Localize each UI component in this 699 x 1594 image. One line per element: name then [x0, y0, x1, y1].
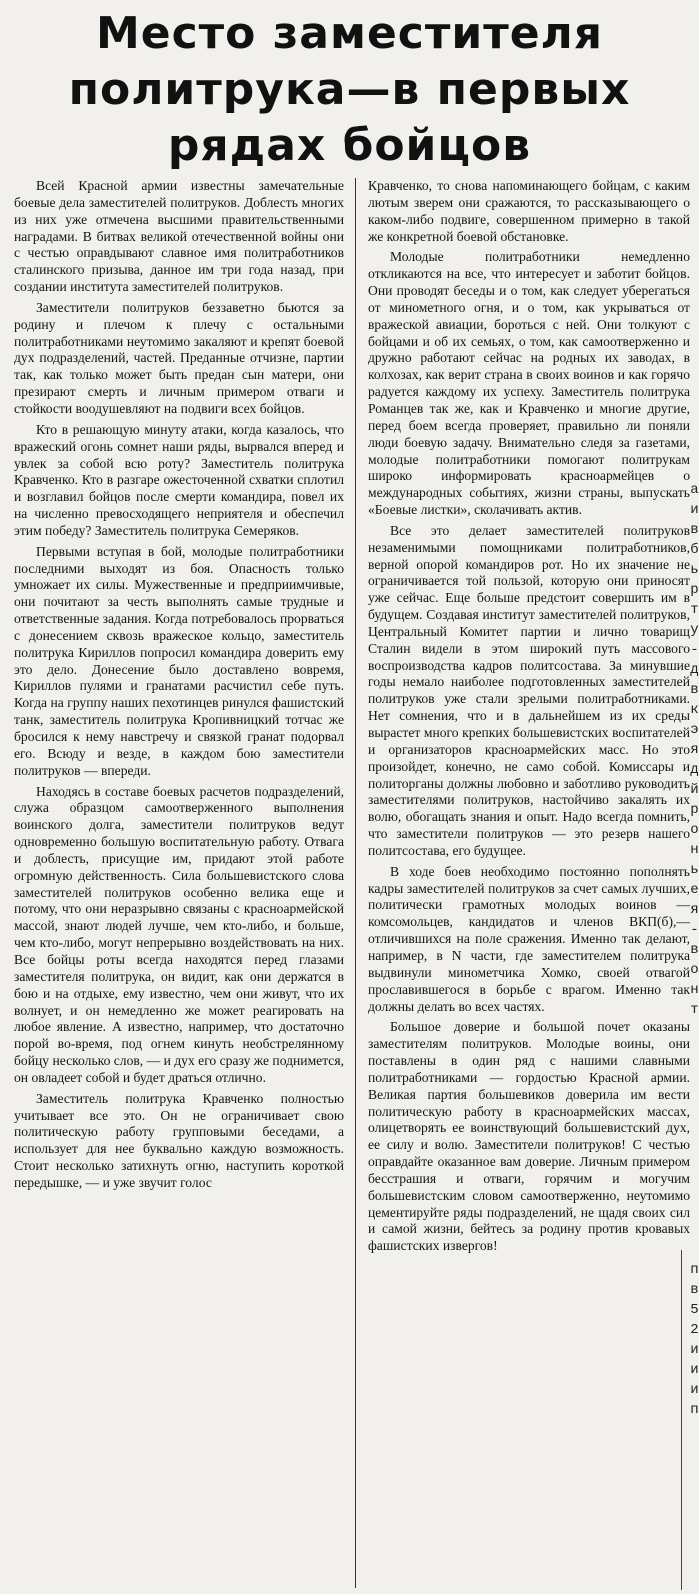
edge-fragment: и — [690, 1342, 699, 1358]
edge-fragment: р — [690, 582, 699, 598]
edge-fragment: - — [690, 642, 699, 658]
edge-fragment: к — [690, 702, 699, 718]
edge-fragment: и — [690, 1382, 699, 1398]
edge-fragment: я — [690, 902, 699, 918]
edge-fragment: п — [690, 1402, 699, 1418]
paragraph: Первыми вступая в бой, молодые политработники последними выходят из боя. Опасность только умножает их силы. Мужественные и предприимчивые, они почитают за честь выполнять самые трудные и ответственные задания. Когда потребовалось прорваться с донесением сквозь вражеское кольцо, заместитель политрука Кириллов попросил командира доверить ему это дело. Донесение было доставлено вовремя, Кириллов пулями и гранатами расчистил себе путь. Когда на группу наших пехотинцев ринулся фашистский танк, заместитель политрука Кропивницкий тотчас же бросился к нему навстречу и связкой гранат подорвал его. Всюду и везде, в каждом бою заместители политруков — впереди. — [14, 543, 344, 778]
edge-fragment: т — [690, 1002, 699, 1018]
edge-fragment: и — [690, 502, 699, 518]
paragraph: Кравченко, то снова напоминающего бойцам, с каким лютым зверем они сражаются, то рассказывающего о каком-либо подвиге, совершенном примерно в такой же конкретной боевой обстановке. — [368, 178, 690, 244]
edge-fragment: о — [690, 822, 699, 838]
edge-fragment: а — [690, 482, 699, 498]
edge-fragment: и — [690, 1362, 699, 1378]
headline-line-3: рядах бойцов — [167, 120, 532, 171]
paragraph: Заместитель политрука Кравченко полностью учитывает все это. Он не ограничивает свою политическую работу групповыми беседами, а использует для нее буквально каждую возможность. Стоит несколько затихнуть огню, наступить короткой передышке, — и уже звучит голос — [14, 1090, 344, 1190]
edge-fragment: 5 — [690, 1302, 699, 1318]
edge-fragment: е — [690, 882, 699, 898]
edge-fragment: н — [690, 842, 699, 858]
edge-fragments-upper — [690, 480, 699, 1020]
edge-fragments-lower — [690, 1260, 699, 1420]
paragraph: Кто в решающую минуту атаки, когда казалось, что вражеский огонь сомнет наши ряды, вырвался вперед и увлек за собой всю роту? Заместитель политрука Кравченко. Кто в разгаре ожесточенной схватки сплотил и возглавил бойцов после смерти командира, повел их на численно превосходящего неприятеля и обеспечил этим победу? Заместитель политрука Семеряков. — [14, 421, 344, 538]
edge-fragment: р — [690, 802, 699, 818]
edge-fragment: н — [690, 982, 699, 998]
edge-fragment: т — [690, 602, 699, 618]
headline — [0, 0, 699, 175]
paragraph: Большое доверие и большой почет оказаны заместителям политруков. Молодые воины, они поставлены в один ряд с нашими славными политработниками — гордостью Красной армии. Великая партия большевиков доверила им вести политическую работу в красноармейских массах, олицетворять ее воинствующий большевистский дух, ее силу и волю. Заместители политруков! С честью оправдайте оказанное вам доверие. Личным примером бесстрашия и отваги, горячим и могучим большевистским словом самоотверженно, неутомимо цементируйте ряды подразделений, не щадя своих сил и самой жизни, бейтесь за родину против кровавых фашистских извергов! — [368, 1019, 690, 1254]
edge-fragment: э — [690, 722, 699, 738]
edge-fragment: ь — [690, 862, 699, 878]
edge-fragment: ь — [690, 562, 699, 578]
edge-fragment: б — [690, 542, 699, 558]
edge-fragment: я — [690, 742, 699, 758]
edge-fragment: в — [690, 942, 699, 958]
column-divider — [355, 178, 356, 1588]
edge-fragment: 2 — [690, 1322, 699, 1338]
edge-fragment: - — [690, 922, 699, 938]
edge-fragment: в — [690, 522, 699, 538]
paragraph: Молодые политработники немедленно откликаются на все, что интересует и заботит бойцов. Они проводят беседы и о том, как следует уберегаться от минометного огня, и о том, как укрываться от вражеской авиации, бороться с ней. Они толкуют с бойцами и об их семьях, о том, как самоотверженно и дружно работают сейчас на родных их заводах, в колхозах, как верит страна в своих воинов и как горячо радуется каждому их успеху. Заместитель политрука Романцев так же, как и Кравченко и многие другие, перед боем всегда проверяет, правильно ли поняли люди боевую задачу. Внимательно следя за газетами, молодые политработники помогают политрукам широко информировать красноармейцев о международных событиях, жизни страны, выпускать «Боевые листки», сколачивать актив. — [368, 249, 690, 518]
paragraph: Находясь в составе боевых расчетов подразделений, служа образцом самоотверженного выполнения воинского долга, заместители политруков ведут одновременно большую воспитательную работу. Отвага и доблесть, присущие им, придают этой работе огромную действенность. Сила большевистского слова заместителей политруков особенно велика еще и потому, что они неразрывно связаны с красноармейской массой, знают людей лучше, чем кто-либо, и больше, чем кто-либо, могут непрерывно воздействовать на них. Все бойцы роты всегда находятся перед глазами заместителя политрука, он видит, как они держатся в бою и на отдыхе, ему известно, чем они живут, что их волнует, и он немедленно же может реагировать на любое явление. А известно, например, что достаточно порой во-время, под огнем кинуть необстрелянному бойцу несколько слов, — и дух его сразу же поднимется, он овладеет собой и будет драться отлично. — [14, 783, 344, 1085]
edge-divider — [681, 1250, 682, 1590]
edge-fragment: у — [690, 622, 699, 638]
edge-fragment: в — [690, 1282, 699, 1298]
edge-fragment: о — [690, 962, 699, 978]
paragraph: Заместители политруков беззаветно бьются за родину и плечом к плечу с остальными политработниками неутомимо закаляют и крепят боевой дух подразделений, частей. Преданные отчизне, партии так, как только может быть предан сын матери, они презирают смерть и личным примером отваги и стойкости воодушевляют на подвиги всех бойцов. — [14, 299, 344, 416]
headline-line-1: Место заместителя — [95, 8, 604, 59]
edge-fragment: п — [690, 1262, 699, 1278]
paragraph: Всей Красной армии известны замечательные боевые дела заместителей политруков. Доблесть многих из них уже отмечена высшими правительственными наградами. В битвах великой отечественной войны они с честью оправдывают славное имя политработников сталинского призыва, данное им три года назад, при создании института заместителей политруков. — [14, 178, 344, 295]
edge-fragment: й — [690, 782, 699, 798]
paragraph: В ходе боев необходимо постоянно пополнять кадры заместителей политруков за счет самых лучших, политически грамотных молодых воинов — комсомольцев, кандидатов и членов ВКП(б),— отличившихся на поле сражения. Именно так делают, например, в N части, где заместителем политрука выдвинули минометчика Хомко, своей отвагой прославившегося в борьбе с врагом. Именно так должны делать во всех частях. — [368, 863, 690, 1014]
edge-fragment: в — [690, 682, 699, 698]
headline-line-2: политрука—в первых — [68, 64, 631, 115]
paragraph: Все это делает заместителей политруков незаменимыми помощниками политработников, верной опорой командиров рот. Но их значение не ограничивается той пользой, которую они приносят уже сейчас. Еще больше предстоит совершить им в будущем. Создавая институт заместителей политруков, Центральный Комитет партии и лично товарищ Сталин видели в этом широкий путь массового воспроизводства кадров политсостава. За минувшие годы немало наиболее подготовленных заместителей политруков уже стали зрелыми политработниками. Нет сомнения, что и в дальнейшем из их среды вырастет много крепких большевистских воспитателей и организаторов красноармейских масс. Но это произойдет, конечно, не само собой. Комиссары и политорганы должны любовно и заботливо руководить заместителями политруков, настойчиво закалять их волю, обогащать знания и опыт. Надо всегда помнить, что заместители политруков — это резерв нашего политсостава, его будущее. — [368, 522, 690, 858]
edge-fragment: д — [690, 762, 699, 778]
article-column-left — [14, 178, 344, 1196]
article-column-right — [368, 178, 690, 1259]
edge-fragment: д — [690, 662, 699, 678]
